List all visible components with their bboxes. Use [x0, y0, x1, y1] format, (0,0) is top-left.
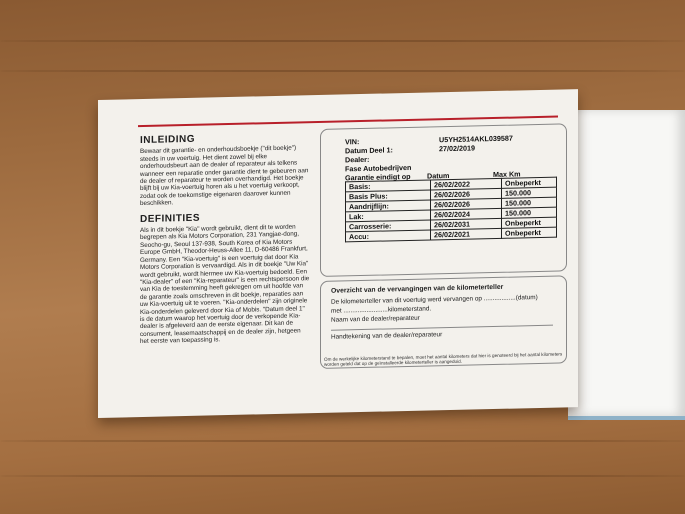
odometer-line1: De kilometerteller van dit voertuig werd vervangen op ..................(datum): [331, 294, 538, 306]
date-value: 27/02/2019: [439, 143, 475, 154]
odometer-title: Overzicht van de vervangingen van de kilometerteller: [331, 283, 504, 295]
definitions-text: Als in dit boekje "Kia" wordt gebruikt, dient dit te worden begrepen als Kia Motors Corporation, 231 Yangjae-dong, Seocho-gu, Seoul 137-938, South Korea of Kia Motors Europe GmbH, Theodor-Heuss-Allee 11, D-60486 Frankfurt, Germany. Een "Kia-voertuig" is een voertuig dat door Kia Motors Corporation is vervaardigd. Als in dit boekje "Uw Kia" wordt gebruikt, wordt hiermee uw Kia-voertuig bedoeld. Een "Kia-dealer" of een "Kia-reparateur" is een rechtspersoon die van Kia de toestemming heeft gekregen om uit hoofde van de garantie zoals omschreven in dit boekje, reparaties aan uw Kia-voertuig uit te voeren. "Kia-onderdelen" zijn originele Kia-onderdelen geleverd door Kia of Mobis. "Datum deel 1" is de datum waarop het voertuig door de verkopende Kia-dealer is afgeleverd aan de eerste eigenaar. Dit kan de consument, leasemaatschappij en de dealer zijn, hetgeen het eerste van toepassing is.: [140, 223, 310, 346]
odometer-line2: met .........................kilometerstand.: [331, 305, 432, 315]
table-row: Carrosserie: 26/02/2031 Onbeperkt: [346, 217, 557, 232]
dealer-label: Dealer:: [345, 154, 370, 165]
left-column: [140, 133, 310, 345]
warranty-table: [345, 177, 557, 243]
definitions-title: DEFINITIES: [140, 212, 201, 225]
vehicle-info-box: [320, 123, 567, 277]
warranty-booklet: [98, 89, 578, 418]
col-date-header: Datum: [427, 171, 450, 181]
right-page: [568, 110, 685, 420]
intro-text: Bewaar dit garantie- en onderhoudsboekje ("dit boekje") steeds in uw voertuig. Het dient zowel bij elke onderhoudsbeurt aan de dealer of reparateur als telkens wanneer een reparatie onder garantie dient te gebeuren aan de dealer of reparateur te worden overhandigd. Het boekje blijft bij uw Kia-voertuig horen als u het voertuig verkoopt, zodat ook de toekomstige eigenaren daarover kunnen beschikken.: [140, 144, 309, 208]
vin-label: VIN:: [345, 137, 360, 147]
table-row: Basis: 26/02/2022 Onbeperkt: [346, 177, 557, 192]
table-row: Accu: 26/02/2021 Onbeperkt: [346, 227, 557, 242]
vin-value: U5YH2514AKL039587: [439, 133, 513, 145]
table-row: Basis Plus: 26/02/2026 150.000: [346, 187, 557, 202]
table-row: Aandrijflijn: 26/02/2026 150.000: [346, 197, 557, 212]
signature-label: Handtekening van de dealer/reparateur: [331, 331, 443, 341]
col-km-header: Max Km: [493, 169, 521, 180]
warranty-header: Garantie eindigt op: [345, 171, 411, 183]
dealer-name-label: Naam van de dealer/reparateur: [331, 314, 420, 324]
date-label: Datum Deel 1:: [345, 145, 393, 156]
signature-rule: [331, 325, 553, 331]
odometer-footnote: Om de werkelijke kilometerstand te bepalen, moet het aantal kilometers dat hier is genoteerd bij het aantal kilometers worden geteld dat op de geïnstalleerde kilometerteller is aangeduid.: [324, 351, 563, 368]
table-row: Lak: 26/02/2024 150.000: [346, 207, 557, 222]
intro-title: INLEIDING: [140, 133, 196, 147]
dealer-value: Fase Autobedrijven: [345, 162, 412, 174]
